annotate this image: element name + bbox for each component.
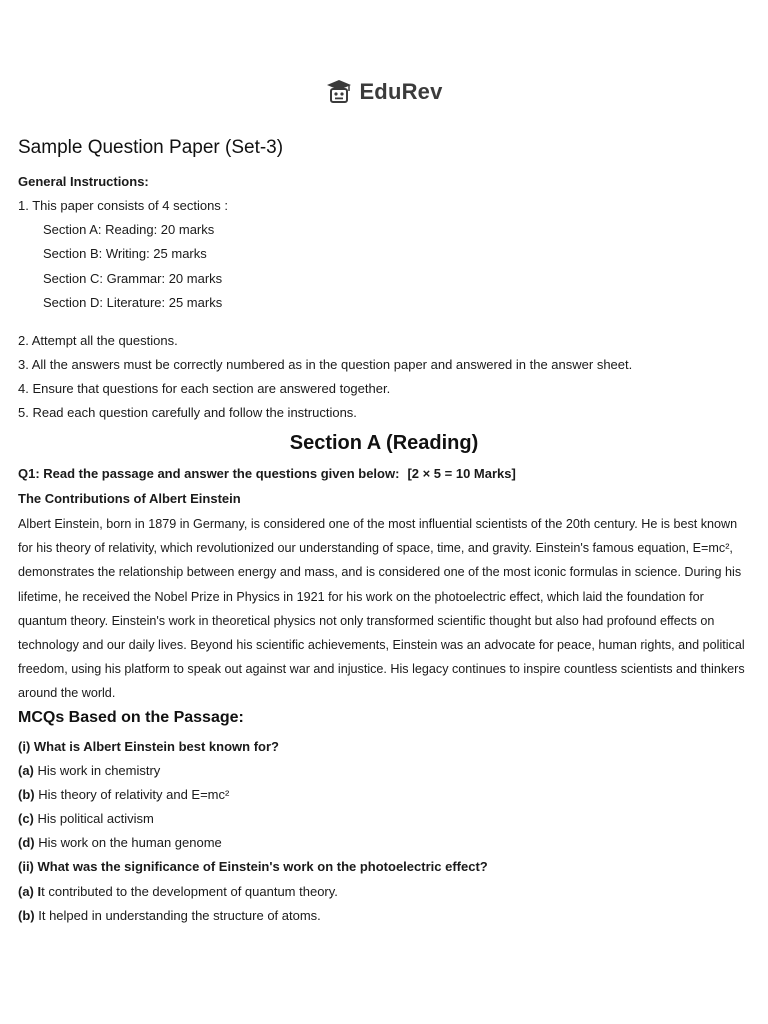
question-i: (i) What is Albert Einstein best known for? <box>18 739 279 754</box>
passage-line: for his theory of relativity, which revolutionized our understanding of space, time, and gravity. Einstein's famous equation, E=mc², <box>18 541 733 556</box>
graduation-cap-icon <box>325 78 353 106</box>
question-1-label: Q1: Read the passage and answer the questions given below: <box>18 466 400 481</box>
option-key: (b) <box>18 908 35 923</box>
option-key: (a) <box>18 763 34 778</box>
passage-line: lifetime, he received the Nobel Prize in Physics in 1921 for his work on the photoelectric effect, which laid the foundation for <box>18 589 704 604</box>
passage-line: quantum theory. Einstein's work in theoretical physics not only transformed scientific thought but also had profound effects on <box>18 613 715 628</box>
instruction-3: 3. All the answers must be correctly numbered as in the question paper and answered in the answer sheet. <box>18 357 633 372</box>
mcq-heading: MCQs Based on the Passage: <box>18 709 244 726</box>
edurev-logo[interactable] <box>0 78 768 106</box>
option-key: (c) <box>18 811 34 826</box>
option-text: His work in chemistry <box>37 763 161 778</box>
question-ii: (ii) What was the significance of Einstein's work on the photoelectric effect? <box>18 859 488 874</box>
instruction-5: 5. Read each question carefully and follow the instructions. <box>18 405 357 420</box>
logo-text: EduRev <box>359 79 443 104</box>
instruction-2: 2. Attempt all the questions. <box>18 333 178 348</box>
option-key: (a) I <box>18 884 42 899</box>
option-i-c <box>18 811 154 826</box>
option-i-b <box>18 787 229 802</box>
instruction-4: 4. Ensure that questions for each section are answered together. <box>18 381 391 396</box>
passage-line: freedom, using his platform to speak out against war and injustice. His legacy continues to inspire countless scientists and thinkers <box>18 662 745 677</box>
section-a-heading: Section A (Reading) <box>289 432 479 454</box>
passage-line: technology and our daily lives. Beyond his scientific achievements, Einstein was an advocate for peace, human rights, and political <box>18 638 745 653</box>
option-text: t contributed to the development of quantum theory. <box>41 884 338 899</box>
option-i-a <box>18 763 160 778</box>
section-d-marks: Section D: Literature: 25 marks <box>43 295 223 310</box>
section-a-marks: Section A: Reading: 20 marks <box>43 222 215 237</box>
option-text: His theory of relativity and E=mc² <box>38 787 230 802</box>
option-key: (b) <box>18 787 35 802</box>
option-text: His political activism <box>37 811 154 826</box>
option-key: (d) <box>18 835 35 850</box>
question-1-prompt <box>18 466 516 481</box>
passage-body <box>18 512 752 706</box>
passage-line: around the world. <box>18 686 116 701</box>
section-c-marks: Section C: Grammar: 20 marks <box>43 271 223 286</box>
option-ii-b <box>18 908 321 923</box>
passage-line: Albert Einstein, born in 1879 in Germany, is considered one of the most influential scientists of the 20th century. He is best known <box>18 517 738 531</box>
passage-title: The Contributions of Albert Einstein <box>18 491 241 506</box>
option-ii-a <box>18 884 338 899</box>
option-text: His work on the human genome <box>38 835 222 850</box>
passage-line: demonstrates the relationship between energy and mass, and is considered one of the most iconic formulas in science. During his <box>18 565 742 580</box>
question-1-marks: [2 × 5 = 10 Marks] <box>407 466 516 481</box>
document-title: Sample Question Paper (Set-3) <box>18 137 284 158</box>
general-instructions-heading: General Instructions: <box>18 174 149 189</box>
section-b-marks: Section B: Writing: 25 marks <box>43 246 207 261</box>
option-i-d <box>18 835 222 850</box>
instruction-1: 1. This paper consists of 4 sections : <box>18 198 229 213</box>
option-text: It helped in understanding the structure of atoms. <box>38 908 321 923</box>
